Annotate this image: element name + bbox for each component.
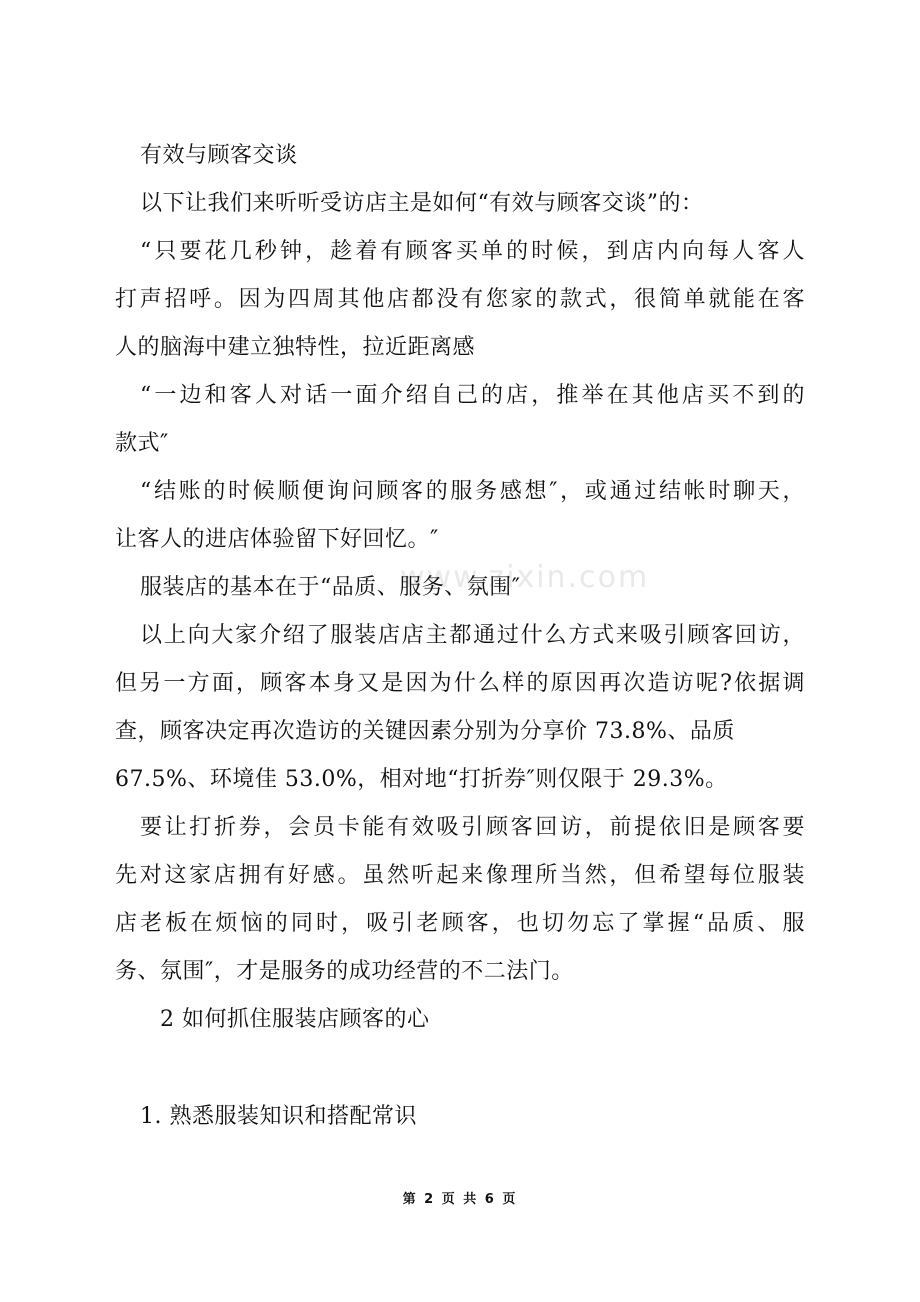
paragraph-line: “一边和客人对话一面介绍自己的店，推举在其他店买不到的 (140, 383, 805, 408)
paragraph-line: 服装店的基本在于“品质、服务、氛围″ (140, 575, 521, 600)
section-heading: 有效与顾客交谈 (140, 143, 298, 168)
paragraph-line: 以下让我们来听听受访店主是如何“有效与顾客交谈”的： (140, 191, 704, 216)
page-footer: 第 2 页 共 6 页 (402, 1192, 518, 1207)
paragraph-line: 务、氛围″，才是服务的成功经营的不二法门。 (115, 959, 574, 984)
subsection-heading: 1. 熟悉服装知识和搭配常识 (140, 1104, 417, 1129)
paragraph-line: 67.5%、环境佳 53.0%，相对地“打折券″则仅限于 29.3%。 (115, 767, 728, 792)
paragraph-line: “结账的时候顺便询问顾客的服务感想″，或通过结帐时聊天， (140, 479, 805, 504)
paragraph-line: “只要花几秒钟，趁着有顾客买单的时候，到店内向每人客人 (140, 239, 805, 264)
paragraph-line: 让客人的进店体验留下好回忆。″ (115, 527, 439, 552)
paragraph-line: 打声招呼。因为四周其他店都没有您家的款式，很简单就能在客 (115, 287, 805, 312)
paragraph-line: 要让打折券，会员卡能有效吸引顾客回访，前提依旧是顾客要 (140, 815, 805, 840)
paragraph-line: 以上向大家介绍了服装店店主都通过什么方式来吸引顾客回访， (140, 623, 805, 648)
paragraph-line: 查，顾客决定再次造访的关键因素分别为分享价 73.8%、品质 (115, 719, 735, 744)
section-heading: 2 如何抓住服装店顾客的心 (160, 1007, 430, 1032)
paragraph-line: 人的脑海中建立独特性，拉近距离感 (115, 335, 476, 360)
paragraph-line: 先对这家店拥有好感。虽然听起来像理所当然，但希望每位服装 (115, 863, 805, 888)
paragraph-line: 但另一方面，顾客本身又是因为什么样的原因再次造访呢?依据调 (115, 671, 805, 696)
paragraph-line: 店老板在烦恼的同时，吸引老顾客，也切勿忘了掌握“品质、服 (115, 911, 805, 936)
watermark: www.zixin.com (400, 560, 650, 595)
paragraph-line: 款式″ (115, 431, 169, 456)
